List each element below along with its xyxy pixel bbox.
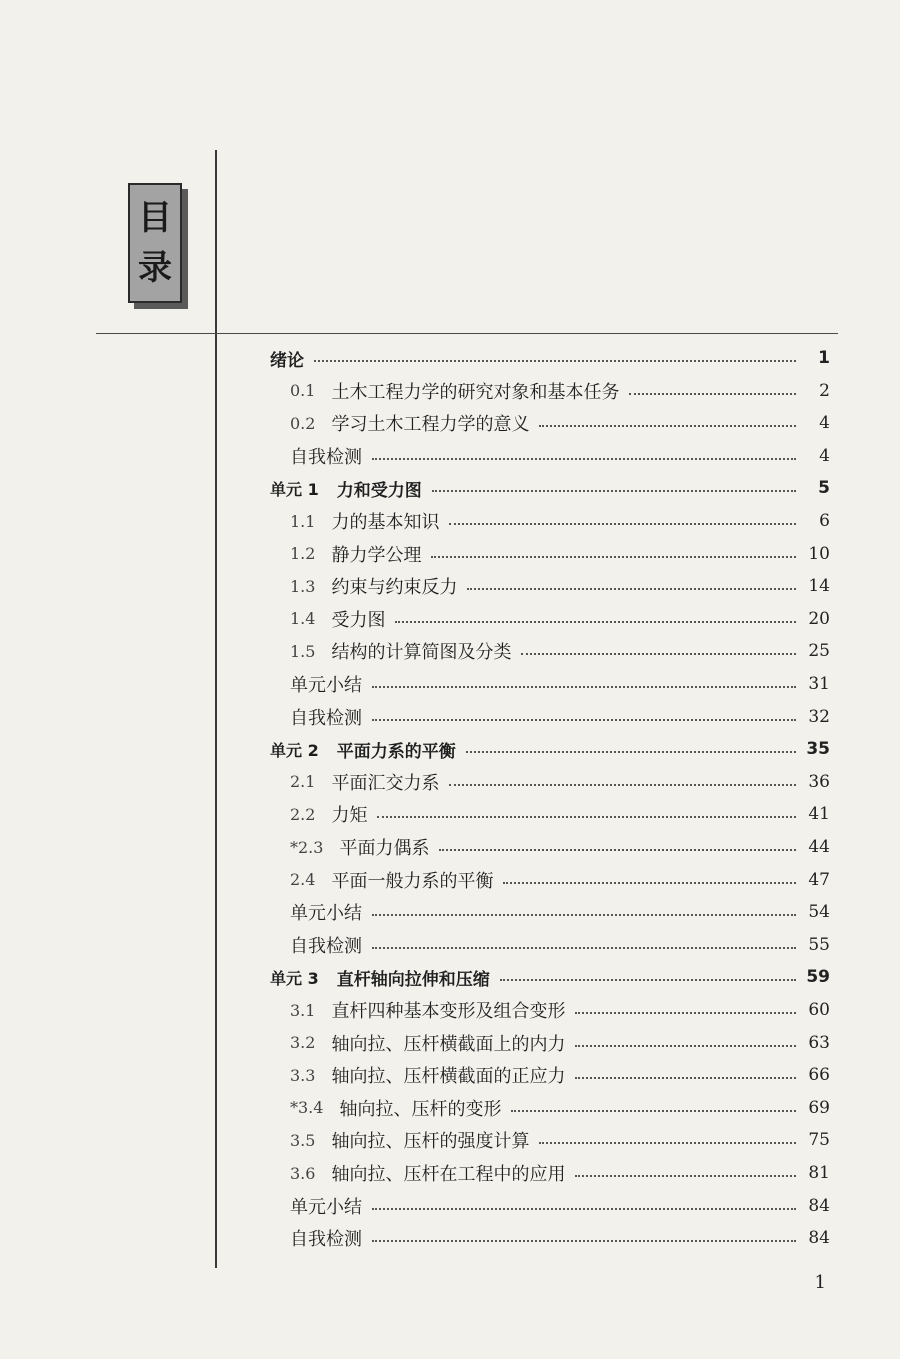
toc-entry[interactable] bbox=[290, 1125, 830, 1155]
toc-entry-page: 75 bbox=[808, 1130, 830, 1151]
toc-leader-dots bbox=[539, 425, 796, 427]
toc-entry-number: 3.2 bbox=[290, 1033, 316, 1053]
toc-entry[interactable] bbox=[290, 865, 830, 895]
toc-entry-number: 单元 2 bbox=[270, 740, 319, 760]
horizontal-rule bbox=[96, 333, 838, 334]
toc-entry-number: 1.1 bbox=[290, 511, 316, 531]
toc-entry-label: 单元小结 bbox=[290, 1196, 362, 1218]
toc-leader-dots bbox=[372, 686, 796, 688]
toc-entry-page: 20 bbox=[808, 608, 830, 629]
toc-entry-label: 轴向拉、压杆的强度计算 bbox=[331, 1131, 530, 1153]
toc-entry-label: 绪论 bbox=[270, 350, 304, 371]
toc-entry-page: 10 bbox=[808, 543, 830, 564]
toc-entry-label: 自我检测 bbox=[290, 707, 362, 729]
toc-entry-label: 轴向拉、压杆横截面的正应力 bbox=[331, 1066, 566, 1088]
toc-entry-label: 直杆轴向拉伸和压缩 bbox=[336, 969, 490, 990]
toc-entry-number: 1.3 bbox=[290, 576, 316, 596]
toc-entry[interactable] bbox=[290, 604, 830, 634]
toc-leader-dots bbox=[372, 1240, 796, 1242]
toc-leader-dots bbox=[503, 882, 796, 884]
toc-entry-page: 60 bbox=[808, 1000, 830, 1020]
toc-entry-label: 直杆四种基本变形及组合变形 bbox=[331, 1001, 566, 1022]
toc-entry-page: 6 bbox=[819, 511, 830, 531]
toc-entry-number: 3.1 bbox=[290, 1000, 316, 1020]
toc-leader-dots bbox=[466, 751, 796, 753]
toc-entry-label: 学习土木工程力学的意义 bbox=[331, 414, 530, 436]
toc-entry-label: 轴向拉、压杆的变形 bbox=[339, 1098, 502, 1120]
toc-title-char-2: 录 bbox=[138, 248, 172, 288]
toc-entry-number: 单元 1 bbox=[270, 479, 319, 499]
toc-leader-dots bbox=[314, 360, 796, 362]
toc-entry-page: 1 bbox=[818, 348, 830, 368]
toc-entry[interactable] bbox=[290, 995, 830, 1025]
toc-entry[interactable] bbox=[290, 1158, 830, 1188]
toc-entry[interactable] bbox=[290, 1028, 830, 1058]
toc-entry-label: 力和受力图 bbox=[336, 480, 422, 501]
toc-leader-dots bbox=[449, 523, 796, 525]
toc-leader-dots bbox=[372, 947, 796, 949]
toc-entry-label: 自我检测 bbox=[290, 1229, 362, 1251]
toc-entry-page: 81 bbox=[808, 1163, 830, 1183]
toc-entry[interactable] bbox=[290, 408, 830, 438]
toc-leader-dots bbox=[439, 849, 796, 851]
toc-leader-dots bbox=[511, 1110, 796, 1112]
toc-entry-number: *3.4 bbox=[290, 1098, 324, 1118]
toc-entry[interactable] bbox=[290, 571, 830, 601]
toc-entry-number: *2.3 bbox=[290, 837, 324, 857]
toc-entry[interactable] bbox=[290, 1060, 830, 1090]
toc-entry-number: 单元 3 bbox=[270, 968, 319, 988]
page-number: 1 bbox=[814, 1272, 826, 1293]
toc-entry[interactable] bbox=[270, 473, 830, 503]
toc-entry-label: 受力图 bbox=[331, 609, 386, 631]
toc-leader-dots bbox=[539, 1142, 796, 1144]
toc-entry-label: 单元小结 bbox=[290, 675, 362, 696]
toc-entry-label: 轴向拉、压杆横截面上的内力 bbox=[331, 1033, 566, 1055]
toc-entry-page: 41 bbox=[808, 804, 830, 825]
toc-leader-dots bbox=[372, 914, 796, 916]
toc-entry-label: 静力学公理 bbox=[331, 544, 422, 566]
toc-leader-dots bbox=[575, 1045, 796, 1047]
toc-entry-label: 约束与约束反力 bbox=[331, 577, 458, 599]
toc-entry-number: 1.5 bbox=[290, 641, 316, 661]
toc-entry[interactable] bbox=[290, 930, 830, 960]
toc-entry-number: 3.3 bbox=[290, 1065, 316, 1085]
toc-entry-page: 59 bbox=[806, 967, 830, 988]
toc-entry-number: 0.1 bbox=[290, 381, 316, 401]
toc-leader-dots bbox=[431, 556, 796, 558]
toc-entry-label: 平面汇交力系 bbox=[331, 772, 440, 794]
toc-entry[interactable] bbox=[290, 1191, 830, 1221]
toc-entry[interactable] bbox=[290, 506, 830, 536]
toc-leader-dots bbox=[432, 490, 796, 492]
toc-entry-page: 4 bbox=[819, 445, 830, 466]
toc-entry[interactable] bbox=[290, 376, 830, 406]
toc-entry-page: 36 bbox=[808, 771, 830, 792]
toc-entry-page: 63 bbox=[808, 1032, 830, 1053]
toc-entry-page: 2 bbox=[819, 380, 830, 401]
toc-entry[interactable] bbox=[290, 767, 830, 797]
toc-entry-page: 25 bbox=[808, 641, 830, 662]
toc-entry-page: 5 bbox=[818, 478, 830, 499]
toc-entry[interactable] bbox=[270, 962, 830, 992]
toc-leader-dots bbox=[372, 458, 796, 460]
toc-entry-number: 0.2 bbox=[290, 413, 316, 433]
toc-entry[interactable] bbox=[290, 539, 830, 569]
toc-leader-dots bbox=[575, 1012, 796, 1014]
toc-leader-dots bbox=[372, 719, 796, 721]
toc-entry-label: 轴向拉、压杆在工程中的应用 bbox=[331, 1164, 566, 1185]
toc-entry-page: 47 bbox=[808, 869, 830, 890]
toc-entry-label: 力的基本知识 bbox=[331, 512, 440, 533]
toc-entry-label: 结构的计算简图及分类 bbox=[331, 642, 512, 664]
toc-entry-label: 平面力系的平衡 bbox=[336, 741, 456, 762]
toc-entry-page: 31 bbox=[808, 674, 830, 694]
toc-title-box bbox=[128, 183, 182, 303]
toc-entry-number: 2.4 bbox=[290, 870, 316, 890]
toc-entry-number: 2.2 bbox=[290, 804, 316, 824]
toc-entry-number: 1.4 bbox=[290, 609, 316, 629]
toc-leader-dots bbox=[575, 1175, 796, 1177]
toc-entry-label: 平面一般力系的平衡 bbox=[331, 870, 494, 892]
toc-entry-page: 69 bbox=[808, 1097, 830, 1118]
toc-entry-page: 66 bbox=[808, 1065, 830, 1086]
toc-entry-number: 3.6 bbox=[290, 1163, 316, 1183]
toc-entry-label: 土木工程力学的研究对象和基本任务 bbox=[331, 381, 620, 403]
toc-leader-dots bbox=[629, 393, 796, 395]
toc-entry[interactable] bbox=[290, 441, 830, 471]
toc-leader-dots bbox=[500, 979, 796, 981]
toc-title-char-1: 目 bbox=[138, 198, 172, 238]
toc-entry[interactable] bbox=[290, 799, 830, 829]
toc-entry[interactable] bbox=[270, 734, 830, 764]
toc-leader-dots bbox=[377, 816, 796, 818]
toc-entry[interactable] bbox=[290, 636, 830, 666]
toc-entry-page: 35 bbox=[806, 739, 830, 760]
toc-entry-page: 54 bbox=[808, 902, 830, 923]
toc-leader-dots bbox=[395, 621, 796, 623]
toc-entry[interactable] bbox=[290, 702, 830, 732]
toc-entry[interactable] bbox=[290, 832, 830, 862]
toc-entry-page: 44 bbox=[808, 837, 830, 857]
toc-leader-dots bbox=[521, 653, 796, 655]
toc-entry-number: 3.5 bbox=[290, 1130, 316, 1150]
toc-entry[interactable] bbox=[290, 669, 830, 699]
toc-entry[interactable] bbox=[270, 343, 830, 373]
toc-entry-label: 单元小结 bbox=[290, 903, 362, 925]
toc-entry-page: 4 bbox=[819, 413, 830, 434]
toc-entry[interactable] bbox=[290, 1093, 830, 1123]
toc-entry-page: 84 bbox=[808, 1228, 830, 1249]
toc-entry-page: 84 bbox=[808, 1195, 830, 1216]
toc-leader-dots bbox=[575, 1077, 796, 1079]
toc-entry[interactable] bbox=[290, 897, 830, 927]
toc-entry-number: 2.1 bbox=[290, 772, 316, 792]
toc-leader-dots bbox=[372, 1208, 796, 1210]
toc-entry-label: 力矩 bbox=[331, 805, 368, 827]
toc-entry-label: 平面力偶系 bbox=[339, 838, 430, 859]
toc-entry-label: 自我检测 bbox=[290, 935, 362, 957]
toc-entry-label: 自我检测 bbox=[290, 446, 362, 468]
toc-leader-dots bbox=[449, 784, 796, 786]
toc-leader-dots bbox=[467, 588, 796, 590]
toc-entry-page: 32 bbox=[808, 706, 830, 727]
toc-entry-number: 1.2 bbox=[290, 544, 316, 564]
toc-entry-page: 14 bbox=[808, 576, 830, 597]
vertical-rule bbox=[215, 150, 217, 1268]
toc-entry-page: 55 bbox=[808, 934, 830, 955]
toc-entry[interactable] bbox=[290, 1223, 830, 1253]
